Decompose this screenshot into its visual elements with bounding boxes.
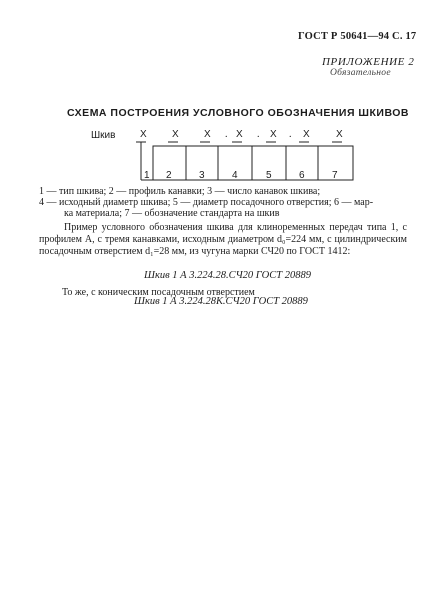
legend-line: ка материала; 7 — обозначение стандарта на шкив — [64, 208, 280, 219]
section-title: СХЕМА ПОСТРОЕНИЯ УСЛОВНОГО ОБОЗНАЧЕНИЯ ШКИВОВ — [67, 107, 410, 119]
scheme-separator-2: . — [257, 129, 260, 140]
scheme-mark-6: X — [303, 129, 310, 140]
scheme-cell-3: 3 — [199, 170, 205, 181]
scheme-cell-2: 2 — [166, 170, 172, 181]
scheme-prefix: Шкив — [91, 130, 116, 141]
example-paragraph: Пример условного обозначения шкива для клиноременных передач типа 1, с профилем А, с тремя канавками, исходным диаметром d₀=224 мм, с цилиндрическим посадочным отверстием d₁=28 мм, из чугуна марки СЧ20 по ГОСТ 1412: — [39, 222, 407, 257]
scheme-separator-3: . — [289, 129, 292, 140]
scheme-cell-1: 1 — [144, 170, 150, 181]
scheme-mark-7: X — [336, 129, 343, 140]
scheme-legend — [39, 186, 407, 219]
designation-scheme-diagram — [0, 0, 439, 200]
scheme-mark-2: X — [172, 129, 179, 140]
scheme-cell-4: 4 — [232, 170, 238, 181]
scheme-mark-1: X — [140, 129, 147, 140]
scheme-mark-4: X — [236, 129, 243, 140]
scheme-cell-6: 6 — [299, 170, 305, 181]
variant-note: То же, с коническим посадочным отверстием — [62, 287, 255, 298]
scheme-mark-3: X — [204, 129, 211, 140]
appendix-label: ПРИЛОЖЕНИЕ 2 — [322, 56, 415, 68]
scheme-cell-7: 7 — [332, 170, 338, 181]
scheme-separator-1: . — [225, 129, 228, 140]
legend-line: 1 — тип шкива; 2 — профиль канавки; 3 — число канавок шкива; — [39, 186, 321, 197]
example-paragraph-block — [39, 222, 407, 258]
variant-designation: Шкив 1 А 3.224.28К.СЧ20 ГОСТ 20889 — [134, 296, 308, 307]
appendix-status: Обязательное — [330, 68, 391, 78]
scheme-cell-5: 5 — [266, 170, 272, 181]
legend-line: 4 — исходный диаметр шкива; 5 — диаметр посадочного отверстия; 6 — мар- — [39, 197, 374, 208]
standard-header: ГОСТ Р 50641—94 С. 17 — [298, 31, 417, 42]
scheme-mark-5: X — [270, 129, 277, 140]
example-designation: Шкив 1 А 3.224.28.СЧ20 ГОСТ 20889 — [144, 270, 311, 281]
